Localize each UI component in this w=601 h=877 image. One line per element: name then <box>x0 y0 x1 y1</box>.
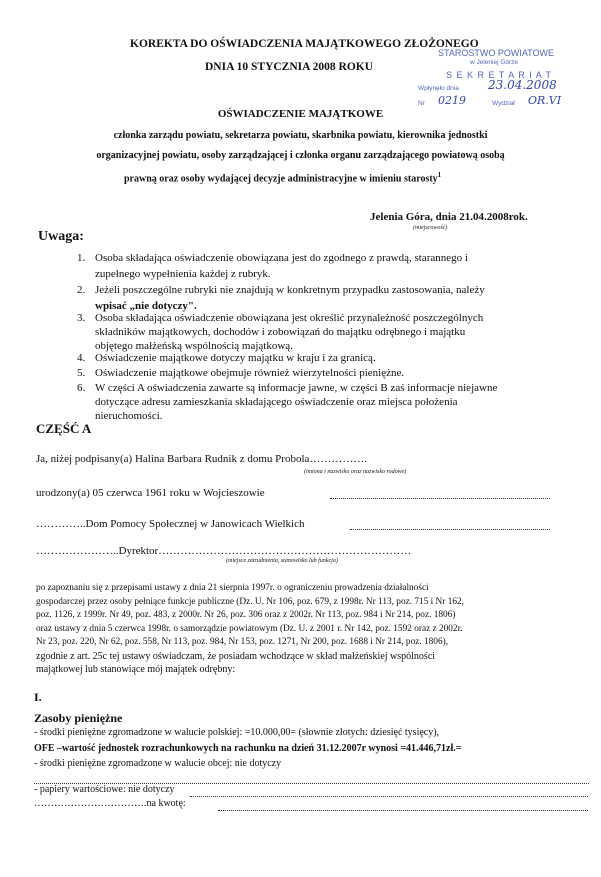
note-number: 1. <box>77 252 86 264</box>
born-dotted-line <box>330 498 550 499</box>
position-line: …………………..Dyrektor…………………………………………………………… <box>36 545 412 557</box>
section-1-number: I. <box>34 690 42 704</box>
note-1-line1: Osoba składająca oświadczenie obowiązana jest do zgodnego z prawdą, starannego i <box>95 252 468 264</box>
note-3-line2: składników majątkowych, dochodów i zobowiązań do majątku odrębnego i majątku <box>95 326 466 338</box>
document-title: OŚWIADCZENIE MAJĄTKOWE <box>217 108 384 120</box>
ofe-line: OFE –wartość jednostek rozrachunkowych na rachunku na dzień 31.12.2007r wynosi =41.446,71zł.= <box>34 743 462 754</box>
note-number: 4. <box>77 352 86 364</box>
amount-dotted-line <box>218 810 588 811</box>
signer-caption: (imiona i nazwisko oraz nazwisko rodowe) <box>304 469 407 475</box>
note-number: 2. <box>77 284 86 296</box>
stamp-line1: STAROSTWO POWIATOWE <box>438 48 554 58</box>
place-date-caption: (miejscowość) <box>413 225 448 231</box>
workplace-line: …………..Dom Pomocy Społecznej w Janowicach Wielkich <box>36 518 305 530</box>
subtitle-footnote-mark: 1 <box>437 171 442 179</box>
subtitle-line3-text: prawną oraz osoby wydającej decyzje administracyjne w imieniu starosty <box>124 173 438 185</box>
note-text <box>95 250 468 282</box>
legal-line-7: majątkowej lub stanowiące mój majątek odrębny: <box>36 664 236 675</box>
note-number: 3. <box>77 312 86 324</box>
note-3-line3: objętego małżeńską wspólnością majątkową. <box>95 340 293 352</box>
stamp-received-label: Wpłynęło dnia <box>418 85 459 92</box>
pln-funds-line: - środki pieniężne zgromadzone w walucie polskiej: =10.000,00= (słownie złotych: dziesięć tysięcy), <box>34 727 440 738</box>
note-3-line1: Osoba składająca oświadczenie obowiązana jest określić przynależność poszczególnych <box>95 312 484 324</box>
subtitle-line1: członka zarządu powiatu, sekretarza powiatu, skarbnika powiatu, kierownika jednostki <box>113 130 488 141</box>
stamp-nr-label: Nr <box>418 100 425 107</box>
legal-line-3: poz. 1126, z 1999r. Nr 49, poz. 483, z 2000r. Nr 26, poz. 306 oraz z 2002r. Nr 113, poz. 984 i Nr 214, poz. 1806) <box>36 610 456 620</box>
note-6-line1: W części A oświadczenia zawarte są informacje jawne, w części B zaś informacje niejawne <box>95 382 498 394</box>
stamp-line3: S E K R E T A R I A T <box>446 70 553 80</box>
stamp-nr-value: 0219 <box>438 94 466 107</box>
correction-title-line2: DNIA 10 STYCZNIA 2008 ROKU <box>205 61 374 73</box>
stamp-received-date: 23.04.2008 <box>488 78 557 92</box>
correction-title-line1: KOREKTA DO OŚWIADCZENIA MAJĄTKOWEGO ZŁOŻONEGO <box>130 38 479 50</box>
position-caption: (miejsce zatrudnienia, stanowisko lub funkcja) <box>226 558 338 564</box>
legal-line-6: zgodnie z art. 25c tej ustawy oświadczam, że posiadam wchodzące w skład małżeńskiej wspólności <box>36 650 436 662</box>
note-text <box>95 282 485 314</box>
note-text <box>95 311 483 353</box>
notes-heading: Uwaga: <box>38 229 84 244</box>
securities-line: - papiery wartościowe: nie dotyczy <box>34 784 175 795</box>
workplace-dotted-line <box>350 529 550 530</box>
born-line: urodzony(a) 05 czerwca 1961 roku w Wojcieszowie <box>36 487 265 499</box>
note-text <box>95 381 497 423</box>
foreign-funds-line: - środki pieniężne zgromadzone w walucie obcej: nie dotyczy <box>34 758 282 769</box>
registry-stamp <box>418 44 578 110</box>
section-1-heading: Zasoby pieniężne <box>34 711 123 725</box>
note-number: 6. <box>77 382 86 394</box>
legal-line-4: oraz ustawy z dnia 5 czerwca 1998r. o samorządzie powiatowym (Dz. U. z 2001 r. Nr 142, poz. 1592 oraz z 2002r. <box>36 623 463 634</box>
legal-line-1: po zapoznaniu się z przepisami ustawy z dnia 21 sierpnia 1997r. o ograniczeniu prowadzenia działalności <box>36 583 429 593</box>
amount-line: …………………………….na kwotę: <box>34 798 186 809</box>
legal-text <box>36 582 464 677</box>
place-date: Jelenia Góra, dnia 21.04.2008rok. <box>370 211 528 223</box>
stamp-line2: w Jeleniej Górze <box>470 59 519 66</box>
note-number: 5. <box>77 367 86 379</box>
note-text: Oświadczenie majątkowe dotyczy majątku w kraju i za granicą. <box>95 352 376 364</box>
signer-line: Ja, niżej podpisany(a) Halina Barbara Rudnik z domu Probola……………. <box>36 453 368 465</box>
legal-line-2: gospodarczej przez osoby pełniące funkcje publiczne (Dz. U. Nr 106, poz. 679, z 1998r. Nr 113, poz. 715 i Nr 162, <box>36 596 464 607</box>
stamp-dept-value: OR.VI <box>528 94 562 107</box>
note-1-line2: zupełnego wypełnienia każdej z rubryk. <box>95 268 271 280</box>
note-6-line3: nieruchomości. <box>95 410 163 422</box>
stamp-dept-label: Wydział <box>492 100 515 107</box>
note-text: Oświadczenie majątkowe obejmuje również wierzytelności pieniężne. <box>95 367 405 379</box>
securities-dotted-line <box>190 796 588 797</box>
subtitle-line2: organizacyjnej powiatu, osoby zarządzającej i członka organu zarządzającego powiatową osobą <box>96 150 505 161</box>
subtitle-line3 <box>124 171 441 184</box>
part-a-heading: CZĘŚĆ A <box>36 421 92 436</box>
note-2-line2: wpisać „nie dotyczy". <box>95 300 197 312</box>
legal-line-5: Nr 23, poz. 220, Nr 62, poz. 558, Nr 113, poz. 984, Nr 153, poz. 1271, Nr 200, poz. 1688 i Nr 214, poz. 1806), <box>36 637 449 647</box>
note-6-line2: dotyczące adresu zamieszkania składającego oświadczenie oraz miejsca położenia <box>95 396 458 408</box>
note-2-line1: Jeżeli poszczególne rubryki nie znajdują w konkretnym przypadku zastosowania, należy <box>95 284 485 296</box>
